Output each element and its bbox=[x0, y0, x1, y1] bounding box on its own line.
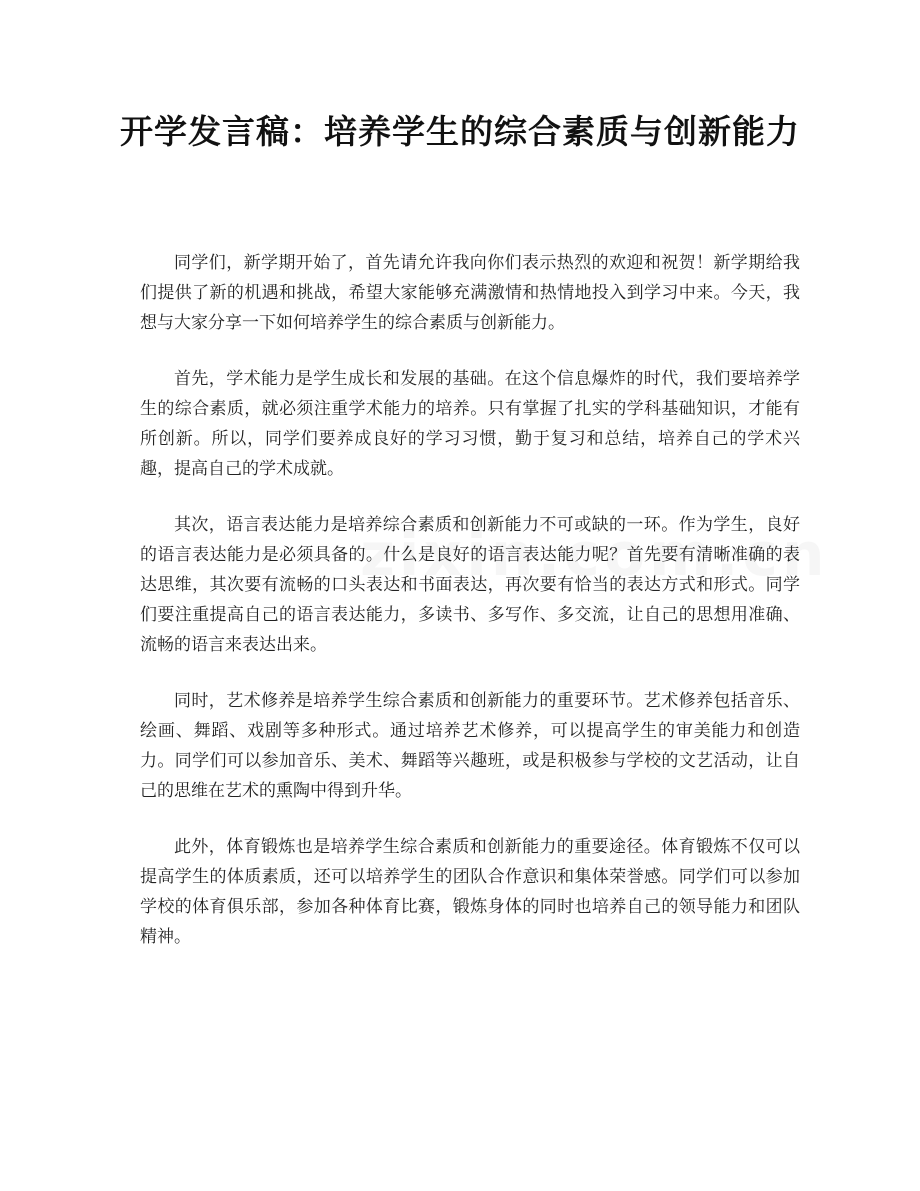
paragraph-2: 首先，学术能力是学生成长和发展的基础。在这个信息爆炸的时代，我们要培养学生的综合素质，就必须注重学术能力的培养。只有掌握了扎实的学科基础知识，才能有所创新。所以，同学们要养成良好的学习习惯，勤于复习和总结，培养自己的学术兴趣，提高自己的学术成就。 bbox=[140, 369, 800, 479]
paragraph-5: 此外，体育锻炼也是培养学生综合素质和创新能力的重要途径。体育锻炼不仅可以提高学生的体质素质，还可以培养学生的团队合作意识和集体荣誉感。同学们可以参加学校的体育俱乐部，参加各种体育比赛，锻炼身体的同时也培养自己的领导能力和团队精神。 bbox=[140, 837, 800, 947]
paragraph-4: 同时，艺术修养是培养学生综合素质和创新能力的重要环节。艺术修养包括音乐、绘画、舞蹈、戏剧等多种形式。通过培养艺术修养，可以提高学生的审美能力和创造力。同学们可以参加音乐、美术、舞蹈等兴趣班，或是积极参与学校的文艺活动，让自己的思维在艺术的熏陶中得到升华。 bbox=[140, 691, 800, 801]
document-title: 开学发言稿：培养学生的综合素质与创新能力 bbox=[120, 112, 800, 151]
document-body bbox=[140, 248, 800, 978]
paragraph-1: 同学们，新学期开始了，首先请允许我向你们表示热烈的欢迎和祝贺！新学期给我们提供了新的机遇和挑战，希望大家能够充满激情和热情地投入到学习中来。今天，我想与大家分享一下如何培养学生的综合素质与创新能力。 bbox=[140, 253, 800, 333]
paragraph-3: 其次，语言表达能力是培养综合素质和创新能力不可或缺的一环。作为学生，良好的语言表达能力是必须具备的。什么是良好的语言表达能力呢？首先要有清晰准确的表达思维，其次要有流畅的口头表达和书面表达，再次要有恰当的表达方式和形式。同学们要注重提高自己的语言表达能力，多读书、多写作、多交流，让自己的思想用准确、流畅的语言来表达出来。 bbox=[140, 515, 800, 655]
